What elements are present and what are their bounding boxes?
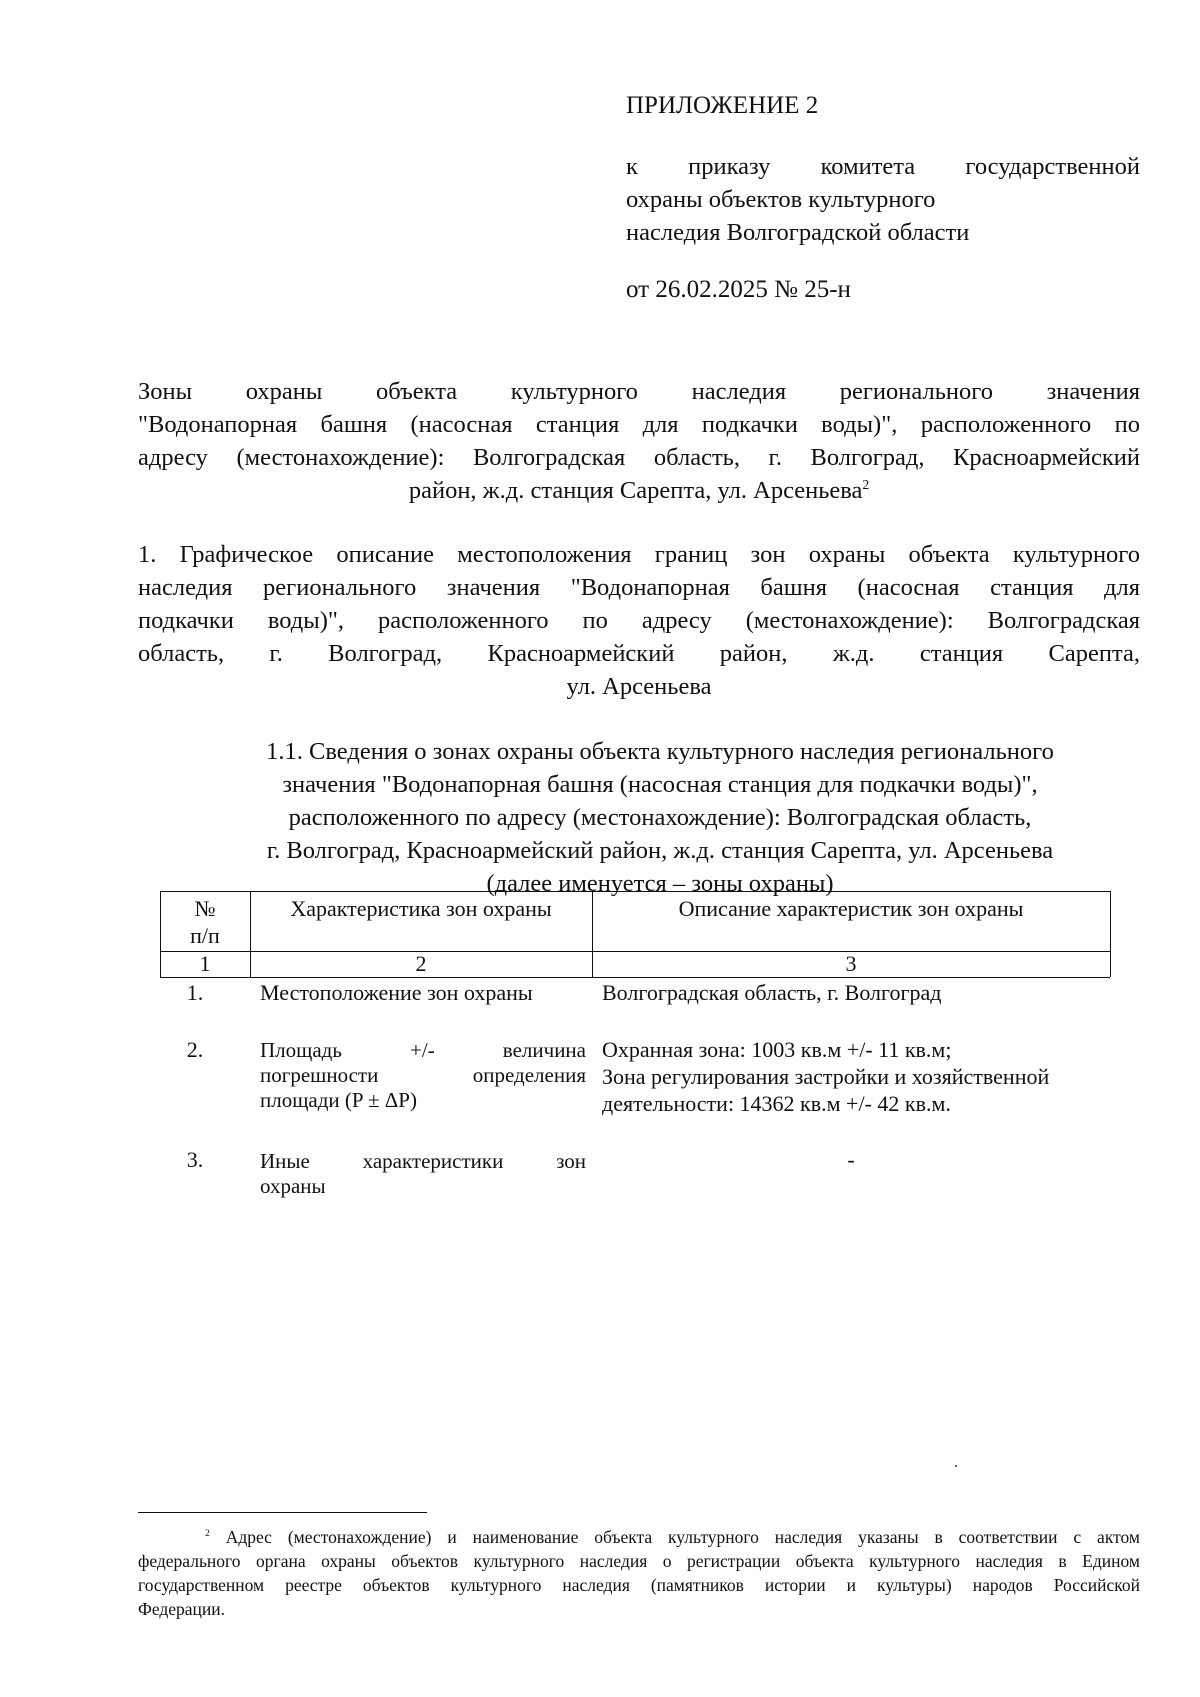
row1-num: 1. — [186, 980, 204, 1005]
header-num: № п/п — [190, 896, 220, 948]
title-line-1: Зоны охраны объекта культурного наследия регионального значения — [138, 378, 1140, 405]
footnote-line-2: федерального органа охраны объектов культурного наследия о регистрации объекта культурного наследия в Едином — [138, 1551, 1140, 1571]
footnote-mark: 2 — [205, 1528, 210, 1540]
sub-line-3: расположенного по адресу (местонахождение): Волгоградская область, — [288, 804, 1032, 831]
footnote-line-1: $^2$ Адрес (местонахождение) и наименование объекта культурного наследия указаны в соответствии с актом — [205, 1527, 1140, 1547]
footnote-separator — [138, 1512, 427, 1513]
section1-line-3: подкачки воды)", расположенного по адресу (местонахождение): Волгоградская — [138, 607, 1140, 634]
row3-num: 3. — [186, 1147, 204, 1172]
appendix-line-3: наследия Волгоградской области — [626, 219, 970, 246]
header-characteristic: Характеристика зон охраны — [290, 896, 552, 921]
document-title — [138, 375, 1140, 507]
section1-line-4: область, г. Волгоград, Красноармейский район, ж.д. станция Сарепта, — [138, 640, 1140, 667]
row1-characteristic: Местоположение зон охраны — [260, 980, 533, 1005]
scan-speck — [955, 1465, 957, 1467]
row2-description: Охранная зона: 1003 кв.м +/- 11 кв.м; Зона регулирования застройки и хозяйственной деятельности: 14362 кв.м +/- 42 кв.м. — [602, 1037, 1050, 1116]
sub-line-5: (далее именуется – зоны охраны) — [486, 870, 834, 897]
appendix-issuer — [626, 150, 1140, 249]
footnote-line-3: государственном реестре объектов культурного наследия (памятников истории и культуры) народов Российской — [138, 1575, 1140, 1595]
section1-line-1: 1. Графическое описание местоположения границ зон охраны объекта культурного — [138, 541, 1140, 568]
row2-characteristic: Площадь +/- величина погрешности определения площади (P ± ΔP) — [260, 1038, 586, 1112]
title-line-2: "Водонапорная башня (насосная станция для подкачки воды)", расположенного по — [138, 411, 1140, 438]
row3-characteristic: Иные характеристики зон охраны — [260, 1149, 586, 1198]
appendix-line-1: к приказу комитета государственной — [626, 153, 1140, 180]
sub-line-2: значения "Водонапорная башня (насосная станция для подкачки воды)", — [282, 771, 1038, 798]
sub-line-4: г. Волгоград, Красноармейский район, ж.д. станция Сарепта, ул. Арсеньева — [266, 837, 1054, 864]
footnote-ref: 2 — [862, 476, 870, 492]
subsection-1-1-heading — [180, 735, 1140, 900]
section1-line-2: наследия регионального значения "Водонапорная башня (насосная станция для — [138, 574, 1140, 601]
title-line-3: адресу (местонахождение): Волгоградская область, г. Волгоград, Красноармейский — [138, 444, 1140, 471]
table-vline-right — [1110, 891, 1111, 977]
section-1-heading — [138, 538, 1140, 703]
row3-description: - — [847, 1147, 855, 1172]
table-colnum-rule — [160, 977, 1110, 978]
colnum-3: 3 — [845, 951, 857, 976]
footnote-line-4: Федерации. — [138, 1599, 226, 1619]
header-description: Описание характеристик зон охраны — [678, 896, 1024, 921]
table-top-rule — [160, 891, 1110, 892]
sub-line-1: 1.1. Сведения о зонах охраны объекта культурного наследия регионального — [266, 738, 1054, 765]
appendix-title: ПРИЛОЖЕНИЕ 2 — [626, 92, 819, 119]
row1-description: Волгоградская область, г. Волгоград — [602, 980, 942, 1005]
title-line-4: район, ж.д. станция Сарепта, ул. Арсеньева$^2$ — [408, 476, 870, 504]
footnote — [138, 1525, 1140, 1621]
colnum-1: 1 — [199, 951, 211, 976]
appendix-date: от 26.02.2025 № 25-н — [626, 276, 851, 303]
row2-num: 2. — [186, 1037, 204, 1062]
section1-line-5: ул. Арсеньева — [566, 673, 712, 700]
colnum-2: 2 — [415, 951, 427, 976]
appendix-line-2: охраны объектов культурного — [626, 186, 936, 213]
